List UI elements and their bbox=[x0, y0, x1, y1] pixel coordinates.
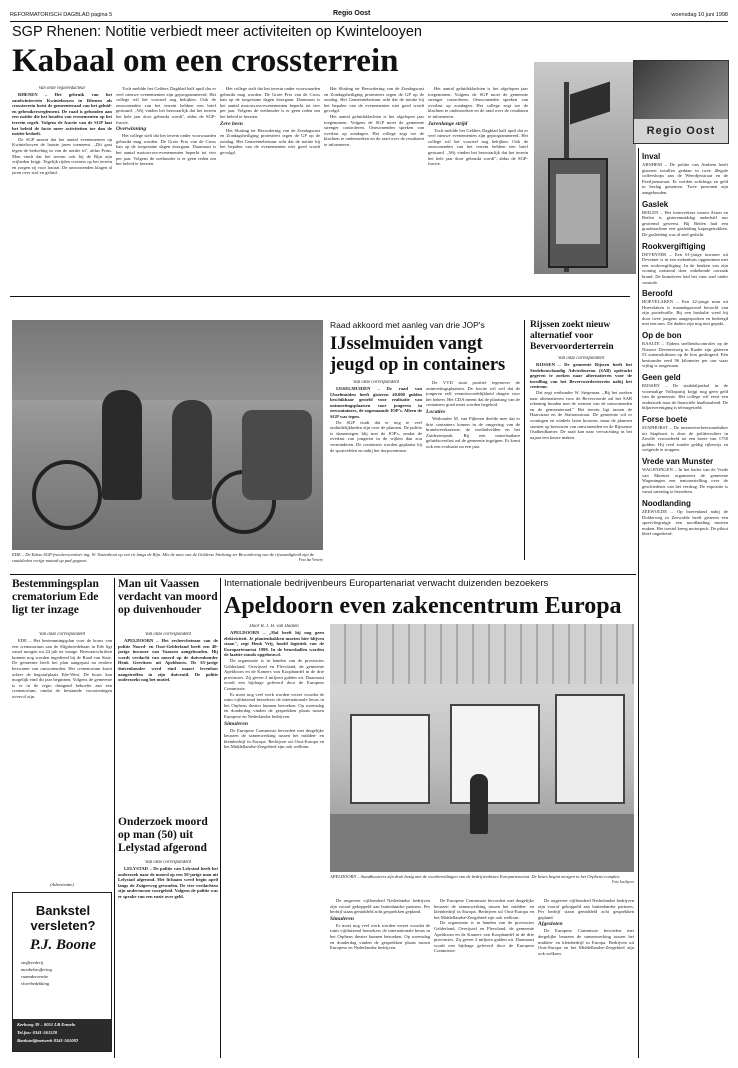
lead-col4-more: Het aantal geluidsklachten is het afgelopen jaar toegenomen. Volgens de SGP moet de gemeente strenger controleren. Omwonenden spreken van overlast op zondagen. Het college zegt toe de klachten te onderzoeken en de raad over de resultaten te informeren. bbox=[324, 113, 424, 147]
lead-col5-text: Het aantal geluidsklachten is het afgelopen jaar toegenomen. Volgens de SGP moet de gemeente strenger controleren. Omwonenden spreken van overlast op zondagen. Het college zegt toe de klachten te onderzoeken en de raad over de resultaten te informeren. bbox=[428, 86, 528, 119]
apeldoorn-photo-caption bbox=[330, 874, 634, 894]
apeldoorn-col2-text: Er moet nog veel werk worden verzet voordat de ruim vijfduizend bezoekers de internationale beurs in het Orpheus theater kunnen bezoeken. Op woensdag en donderdag vinden de gesprekken plaats tussen Europese en Nederlandse bedrijven. bbox=[224, 691, 324, 719]
apeldoorn-col3c-text: De Europese Commissie bevordert met dergelijke beurzen de samenwerking tussen het midden- en kleinbedrijf in Europa. Bedrijven uit Oost-Europa en het Middellandse-Zeegebied zijn ook welkom. bbox=[538, 928, 634, 956]
photo-wheel-left bbox=[32, 460, 102, 530]
brief-title: Beroofd bbox=[642, 289, 673, 299]
lead-subhead-3: Jarenlange strijd bbox=[428, 120, 468, 127]
photo-person-2 bbox=[172, 400, 212, 500]
brief-item bbox=[642, 242, 728, 286]
lelystad-body: LELYSTAD – De politie van Lelystad heeft het onderzoek naar de moord op een 50-jarige man uit Lelystad afgerond. Het lichaam werd begin april langs de Zuigerweg gevonden. De vier verdachten zijn ondertussen voorgeleid. Volgens de politie was er sprake van een ruzie over geld. bbox=[118, 866, 218, 899]
brief-title: Forse boete bbox=[642, 415, 688, 424]
ijssel-col3-text: Wethouder M. van Pijkeren deelde mee dat er drie containers komen in de omgeving van de brandweerkazerne, de voetbalvelden en het Zuiderzeepark. Bij een ontoelaatbare geluidsoverlast zal de gemeente ingrijpen. Er komt ook een evaluatie na een jaar. bbox=[426, 415, 520, 449]
advert-service: raamdecoratie bbox=[21, 974, 49, 979]
advert-service-list bbox=[21, 959, 109, 987]
brief-body: ZEEWOLDE – Op boerenland nabij de Dolderweg in Zeewolde heeft gisteren een sportvliegtuigje een noodlanding moeten maken. Het toestel kreeg motorpech. De piloot bleef ongedeerd. bbox=[642, 508, 728, 537]
apeldoorn-col2b-text: Er moet nog veel werk worden verzet voordat de ruim vijfduizend bezoekers de internationale beurs in het Orpheus theater kunnen bezoeken. Op woensdag en donderdag vinden de gesprekken plaats tussen Europese en Nederlandse bedrijven. bbox=[330, 922, 430, 951]
apeldoorn-column-4 bbox=[538, 898, 634, 1056]
brief-body: RAALTE – Tijdens snelheidscontroles op de Nieuwe Deventerweg in Raalte zijn gisteren 53 automobilisten op de bon geslingerd. Eén bestuurder reed 96 kilometer per uur waar vijftig is toegestaan. bbox=[642, 341, 728, 369]
apeldoorn-subhead: Simuleren bbox=[224, 720, 248, 727]
crematorium-headline: Bestemmingsplan crematorium Ede ligt ter inzage bbox=[12, 578, 99, 616]
brief-body: WAGENINGEN – In het kader van de Vrede van Munster organiseert de gemeente Wageningen een tentoonstelling over de geschiedenis van het verdrag. De expositie is vanaf zaterdag te bezoeken. bbox=[642, 466, 728, 495]
vaassen-column bbox=[118, 632, 218, 812]
brief-item bbox=[642, 373, 728, 411]
photo-person-1 bbox=[102, 390, 142, 500]
ijssel-intro: IJSSELMUIDEN – De raad van IJsselmuiden heeft gisteren 40.000 gulden beschikbaar gesteld voor realisatie van ontmoetingsplaatsen voor jongeren in zeecontainers, de zogenaamde JOP's. Alleen de SGP was tegen. bbox=[330, 386, 422, 419]
brief-item bbox=[642, 200, 728, 238]
lead-kicker: SGP Rhenen: Notitie verbiedt meer activiteiten op Kwintelooyen bbox=[12, 24, 422, 40]
apeldoorn-caption-text: APELDOORN – Standbouwers zijn druk bezig met de voorbereidingen van de bedrijvenbeurs Europartenariat. De beurs begint morgen in het Orpheus-complex. bbox=[330, 874, 621, 879]
apeldoorn-col1b-text: De organisatie is in handen van de provincies Gelderland, Overijssel en Flevoland, de gemeente Apeldoorn en de Kamers van Koophandel in de drie provincies. Zij geven 2 miljoen gulden uit. Daarnaast wordt een bijdrage geleverd door de Europese Commissie. bbox=[434, 920, 534, 954]
brief-item bbox=[642, 152, 728, 196]
lead-col3-text: Het college stelt dat het terrein onder voorwaarden gebruikt mag worden. De Grote Prix van de Cross kan op de toegestane dagen doorgaan. Daarnaast is het aantal motorcross-evenementen beperkt tot vier per jaar. Volgens de wethouder is er geen reden om het beleid te herzien. bbox=[220, 86, 320, 119]
ijssel-col1-text: De SGP vindt dat er nog te veel onduidelijkheden zijn over de plannen. De politie is daarentegen blij met de JOP's, omdat de overlast van jongeren in de wijken dan zou verminderen. De containers worden geplaatst bij de sportvelden en nabij het dorpscentrum. bbox=[330, 419, 422, 453]
bever-column bbox=[530, 356, 632, 560]
brief-body: DEVENTER – Een 61-jarige inwoner uit Deventer is in een ziekenhuis opgenomen met een rookvergiftiging. In de keuken van zijn woning ontstond door onbekende oorzaak brand. De brandweer had het vuur snel onder controle. bbox=[642, 251, 728, 285]
apeldoorn-headline: Apeldoorn even zakencentrum Europa bbox=[224, 593, 622, 619]
photo-stand-3 bbox=[555, 694, 625, 804]
sidebar-briefs bbox=[642, 148, 728, 1058]
advert-service: stoffeerderij bbox=[21, 960, 44, 965]
sidebar-divider bbox=[638, 148, 639, 1058]
photo-solar-panel bbox=[570, 82, 610, 125]
ijssel-byline: Van onze correspondent bbox=[353, 380, 399, 385]
advert-email: Bankstel@netwerk 0341-561082 bbox=[17, 1038, 79, 1043]
masthead bbox=[10, 10, 728, 20]
photo-crowd bbox=[242, 410, 312, 500]
bever-body: Dat zegt wethouder W. Stegeman. ,,Bij het zoeken naar alternatieven voor de Bevervoorde zal het SAB rekening houden met de wensen van de omwonenden en de gemeenteraad.'' Het terrein ligt tussen de Haarstraat en de Stationsstraat. De gemeente wil er woningen en winkels laten bouwen, maar de plannen stuitten op bezwaren van omwonenden en de Rijssense Oudheidkamer. De raad kan naar verwachting in het najaar een keuze maken. bbox=[530, 389, 632, 440]
main-caption-text: EDE – De Edese SGP-fractievoorzitter ing. W. Vastenhout op een rit langs de Rijn. Met de auto van de Gelderse Stichting ter Bevordering van de rijvaardigheid zijn de raadsleden vorige maand op pad gegaan. bbox=[12, 552, 314, 563]
lead-col2-more: Het college stelt dat het terrein onder voorwaarden gebruikt mag worden. De Grote Prix van de Cross kan op de toegestane dagen doorgaan. Daarnaast is het aantal motorcross-evenementen beperkt tot vier per jaar. Volgens de wethouder is er geen reden om het beleid te herzien. bbox=[116, 133, 216, 167]
lead-headline: Kabaal om een crossterrein bbox=[12, 43, 399, 79]
brief-body: HOEVELAKEN – Een 22-jarige man uit Hoevelaken is maandagavond beroofd van zijn portefeuille. Bij een bushalte werd hij door twee jongens aangesproken en bedreigd met een mes. De daders zijn nog niet gepakt. bbox=[642, 299, 728, 327]
advert-address: Kerkweg 39 – 8051 LB Ermelo bbox=[17, 1022, 76, 1027]
lead-col4-text: Het Sluiting ter Bevordering van de Zondagsrust en Zondagsheiliging protesteert tegen de GP op de zondag. Het Gemeentebestuur acht dat de notitie bij het bepalen van de evenementen niet goed wordt gevolgd. bbox=[324, 86, 424, 114]
apeldoorn-col4-text: De ongeveer vijfhonderd Nederlandse bedrijven zijn vooraf gekoppeld aan buitenlandse partners. Per bedrijf staan gemiddeld acht gesprekken gepland. bbox=[330, 898, 430, 915]
apeldoorn-col1-text: De organisatie is in handen van de provincies Gelderland, Overijssel en Flevoland, de gemeente Apeldoorn en de Kamers van Koophandel in de drie provincies. Zij geven 2 miljoen gulden uit. Daarnaast wordt een bijdrage geleverd door de Europese Commissie. bbox=[224, 657, 324, 691]
lelystad-headline: Onderzoek moord op man (50) uit Lelystad afgerond bbox=[118, 816, 208, 854]
vaassen-body: APELDOORN – Het rechercheteam van de politie Noord- en Oost-Gelderland heeft een 40-jarige inwoner van Vaassen aangehouden. Hij wordt verdacht van moord op de duivenhouder Henk Gerritsen uit Apeldoorn. De 65-jarige duivenhouder werd eind maart levenloos aangetroffen in zijn duiventil. De politie onderzoekt nog het motief. bbox=[118, 638, 218, 683]
middle-rule bbox=[10, 574, 636, 575]
lead-col5-more: Toch meldde het Gelders Dagblad half april dat er veel nieuwe evenementen zijn geprogrammeerd. Het college wil het voorstel nog bekijken. Ook de omwonenden van het terrein hebben een brief gestuurd. ,,Wij vinden het bezwaarlijk dat het terrein het hele jaar door gebruikt wordt'', aldus de SGP-fractie. bbox=[428, 127, 528, 167]
brief-item bbox=[642, 499, 728, 537]
ijssel-column-2 bbox=[426, 380, 520, 560]
brief-item bbox=[642, 331, 728, 369]
bever-divider bbox=[524, 320, 525, 560]
section-logo bbox=[633, 60, 729, 144]
lead-subhead-1: Overwinning bbox=[116, 126, 147, 133]
vaassen-divider bbox=[114, 578, 115, 1058]
apeldoorn-kicker: Internationale bedrijvenbeurs Europartenariat verwacht duizenden bezoekers bbox=[224, 578, 549, 589]
apeldoorn-column-1 bbox=[224, 624, 324, 1056]
photo-booth-window bbox=[556, 174, 600, 244]
apeldoorn-intro: APELDOORN – ,,Hal heeft hij nog geen elektriciteit. Je plantenbakken moeten hier blijven staan'', zegt Henk Vrij, hoofd logistiek van de Europartenariat 1998. In de beurshallen worden de laatste stands opgebouwd. bbox=[224, 630, 324, 658]
lead-col2-text: Toch meldde het Gelders Dagblad half april dat er veel nieuwe evenementen zijn geprogrammeerd. Het college wil het voorstel nog bekijken. Ook de omwonenden van het terrein hebben een brief gestuurd. ,,Wij vinden het bezwaarlijk dat het terrein het hele jaar door gebruikt wordt'', aldus de SGP-fractie. bbox=[116, 86, 216, 125]
apeldoorn-column-3 bbox=[434, 898, 534, 1056]
brief-title: Noodlanding bbox=[642, 498, 691, 508]
lelystad-byline: Van onze correspondent bbox=[145, 860, 191, 865]
brief-title: Inval bbox=[642, 152, 661, 161]
masthead-section: Regio Oost bbox=[333, 10, 371, 17]
apeldoorn-divider bbox=[220, 578, 221, 1058]
main-photo-caption bbox=[12, 552, 323, 570]
advert-headline: Bankstel versleten? bbox=[30, 903, 96, 933]
photo-stand-1 bbox=[350, 714, 430, 804]
brief-title: Gaslek bbox=[642, 199, 669, 209]
apeldoorn-col3-text: De Europese Commissie bevordert met dergelijke beurzen de samenwerking tussen het midden- en kleinbedrijf in Europa. Bedrijven uit Oost-Europa en het Middellandse-Zeegebied zijn ook welkom. bbox=[224, 727, 324, 750]
ijssel-col2-text: De VVD staat positief tegenover de ontmoetingsplaatsen. De fractie wil wel dat de jongeren zelf verantwoordelijkheid dragen voor het beheer. Het CDA meent dat de plaatsing van de containers goed moet worden begeleid. bbox=[426, 380, 520, 408]
bever-headline: Rijssen zoekt nieuw alternatief voor Bevervoorderterrein bbox=[530, 320, 614, 352]
advert-service: meubelstoffering bbox=[21, 967, 52, 972]
lead-col3-more: Het Sluiting ter Bevordering van de Zondagsrust en Zondagsheiliging protesteert tegen de GP op de zondag. Het Gemeentebestuur acht dat de notitie bij het bepalen van de evenementen niet goed wordt gevolgd. bbox=[220, 127, 320, 155]
photo-hall-ceiling bbox=[330, 624, 634, 684]
crematorium-body: EDE – Het bestemmingsplan voor de bouw van een crematorium aan de Slijpbreedebaan in Ede ligt vanaf morgen tot 24 juli ter inzage. Bezwaarschriften kunnen nog worden ingediend bij de Raad van State. De gemeente heeft het plan aangepast na eerdere bezwaren van omwonenden. Het crematorium komt achter de begraafplaats Ede-West. De bouw kan mogelijk eind dit jaar beginnen. Volgens de gemeente is er in de regio dringend behoefte aan een crematorium, omdat de bestaande voorzieningen overvol zijn. bbox=[12, 638, 112, 699]
ijssel-column-1 bbox=[330, 380, 422, 560]
brief-title: Vrede van Munster bbox=[642, 456, 714, 466]
advert-tag: (Advertentie) bbox=[50, 882, 74, 887]
ijssel-kicker: Raad akkoord met aanleg van drie JOP's bbox=[330, 320, 485, 330]
vaassen-headline: Man uit Vaassen verdacht van moord op duivenhouder bbox=[118, 578, 218, 616]
lelystad-column bbox=[118, 860, 218, 1056]
logo-dark-band bbox=[634, 61, 728, 119]
advert-brand: P.J. Boone bbox=[30, 937, 96, 953]
ijssel-subhead: Locaties bbox=[426, 408, 446, 415]
advert-service: vloerbedekking bbox=[21, 981, 50, 986]
brief-title: Geen geld bbox=[642, 373, 681, 383]
apeldoorn-photo-credit: Foto Jan Spoor bbox=[612, 879, 634, 884]
logo-label: Regio Oost bbox=[646, 125, 716, 137]
main-photo bbox=[12, 320, 323, 550]
advert-address-bar bbox=[13, 1019, 111, 1051]
brief-item bbox=[642, 415, 728, 453]
bever-intro: RIJSSEN – De gemeente Rijssen heeft het Stedebouwkundig Adviesbureau (SAB) opdracht gegeven te zoeken naar alternatieven voor de invulling van het Bevervoorderterrein nabij het centrum. bbox=[530, 362, 632, 390]
brief-body: ARNHEM – De politie van Arnhem heeft gisteren invallen gedaan in twee illegale coffeeshops aan de Weerdjesstraat en de Paviljoenstraat. Er werden softdrugs en geld in beslag genomen. Twee personen zijn aangehouden. bbox=[642, 162, 728, 195]
apeldoorn-photo bbox=[330, 624, 634, 872]
brief-title: Rookvergiftiging bbox=[642, 241, 706, 251]
lead-photo bbox=[534, 62, 636, 274]
photo-stand-2 bbox=[450, 704, 540, 804]
lead-bottom-rule bbox=[10, 296, 630, 297]
apeldoorn-col4b-text: De ongeveer vijfhonderd Nederlandse bedrijven zijn vooraf gekoppeld aan buitenlandse partners. Per bedrijf staan gemiddeld acht gesprekken gepland. bbox=[538, 898, 634, 920]
crematorium-column bbox=[12, 632, 112, 842]
masthead-rule bbox=[10, 21, 728, 22]
apeldoorn-col3b-text: De Europese Commissie bevordert met dergelijke beurzen de samenwerking tussen het midden- en kleinbedrijf in Europa. Bedrijven uit Oost-Europa en het Middellandse-Zeegebied zijn ook welkom. bbox=[434, 898, 534, 920]
lead-intro: RHENEN – Het gebruik van het zandwinterrein Kwintelooyen in Rhenen als crossterrein botst de gemeenteraad van het geluid- en gebruikersreglement. De raad is gebonden aan een notitie die het houden van evenementen op het terrein regelt. Volgens de fractie van de SGP laat het beleid de facto meer activiteiten toe dan de notitie bedoelt. bbox=[12, 92, 112, 137]
brief-body: RIJSSEN – De stadsbiljarthal in de voormalige Volkspartij krijgt nog geen geld van de gemeente. Het college wil eerst een onderzoek naar de financiële haalbaarheid. De biljartvereniging is teleurgesteld. bbox=[642, 383, 728, 411]
advert-phone: Tel.fax: 0341-561520 bbox=[17, 1030, 58, 1035]
brief-body: BEILEN – Het treinverkeer tussen Assen en Beilen is gisterenmiddag anderhalf uur gestremd geweest. Bij Beilen had een graafmachine een gasleiding kapotgetrokken. De gasleiding was al snel gedicht. bbox=[642, 209, 728, 237]
main-photo-credit: Foto Jan Verwey bbox=[298, 557, 323, 562]
advert-box bbox=[12, 892, 112, 1052]
apeldoorn-subhead-simuleren: Simuleren bbox=[330, 915, 354, 922]
apeldoorn-subhead-afgesloten: Afgesloten bbox=[538, 921, 563, 928]
brief-item bbox=[642, 457, 728, 495]
lead-col1-text: De SGP meent dat het aantal evenementen op Kwintelooyen de laatste jaren toeneemt. ,,Dit gaat tegen de bedoeling in van de notitie in'', aldus Prins. Men vindt dat het terrein ook bij de Rijn zijn vrijheden krijgt. Tegelijk rijden crossers op het terrein en zorgen zij voor lawaai. De omwonenden klagen al jaren over stof en geluid. bbox=[12, 136, 112, 176]
vaassen-byline: Van onze correspondent bbox=[145, 632, 191, 637]
photo-trees bbox=[12, 320, 323, 400]
lead-subhead-2: Zere been bbox=[220, 120, 243, 127]
bever-byline: Van onze correspondent bbox=[558, 356, 604, 361]
brief-title: Op de bon bbox=[642, 331, 682, 341]
ijssel-headline: IJsselmuiden vangt jeugd op in containers bbox=[330, 334, 506, 375]
brief-item bbox=[642, 289, 728, 327]
crematorium-byline: Van onze correspondent bbox=[39, 632, 85, 637]
apeldoorn-column-2 bbox=[330, 898, 430, 1056]
apeldoorn-byline: Door B. J. H. van Daalen bbox=[249, 624, 299, 629]
masthead-date: woensdag 10 juni 1998 bbox=[671, 12, 728, 18]
brief-body: STAPHORST – De internetverkeersontduiker uit Staphorst is door de politierechter in Zwolle veroordeeld tot een boete van 1750 gulden. Hij reed zonder geldig rijbewijs en weigerde te stoppen. bbox=[642, 425, 728, 453]
lead-byline: Van onze regioredacteur bbox=[38, 86, 86, 91]
photo-worker bbox=[470, 774, 488, 834]
masthead-left: REFORMATORISCH DAGBLAD pagina 5 bbox=[10, 12, 113, 18]
